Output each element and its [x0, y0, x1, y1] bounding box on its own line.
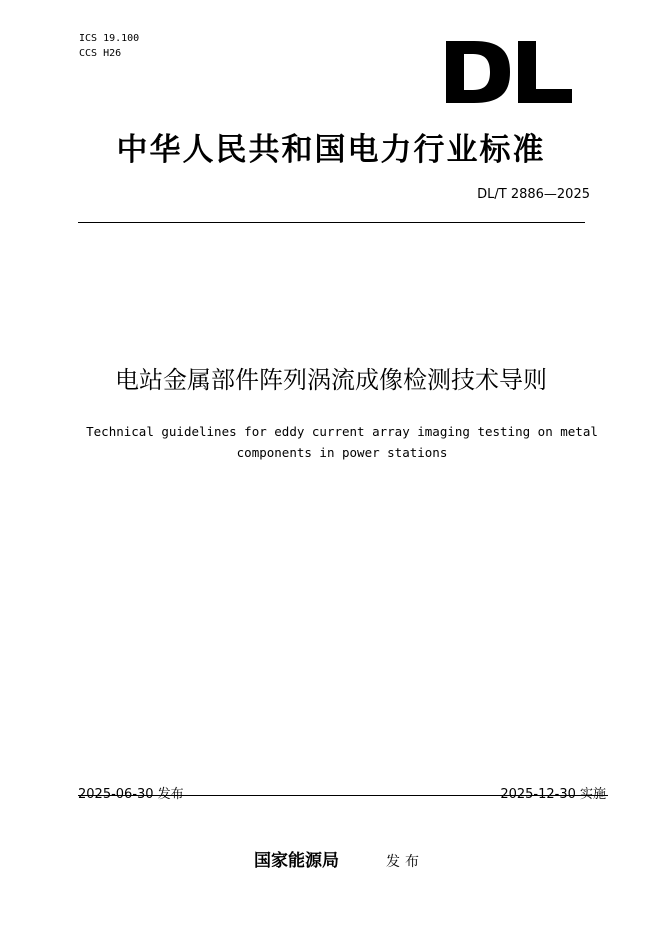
ics-code: ICS 19.100	[79, 33, 140, 44]
implement-date: 2025-12-30 实施	[500, 787, 606, 802]
ccs-code: CCS H26	[79, 48, 122, 59]
document-title-en: Technical guidelines for eddy current array imaging testing on metal components in power stations	[86, 424, 598, 460]
issuing-authority: 国家能源局	[254, 851, 339, 871]
top-divider	[78, 222, 585, 223]
org-standard-title: 中华人民共和国电力行业标准	[116, 132, 546, 168]
standard-number: DL/T 2886—2025	[477, 187, 590, 202]
document-title-zh: 电站金属部件阵列涡流成像检测技术导则	[115, 366, 547, 394]
dl-logo	[446, 41, 572, 103]
issue-label: 发布	[386, 854, 424, 870]
publish-date: 2025-06-30 发布	[78, 787, 184, 802]
